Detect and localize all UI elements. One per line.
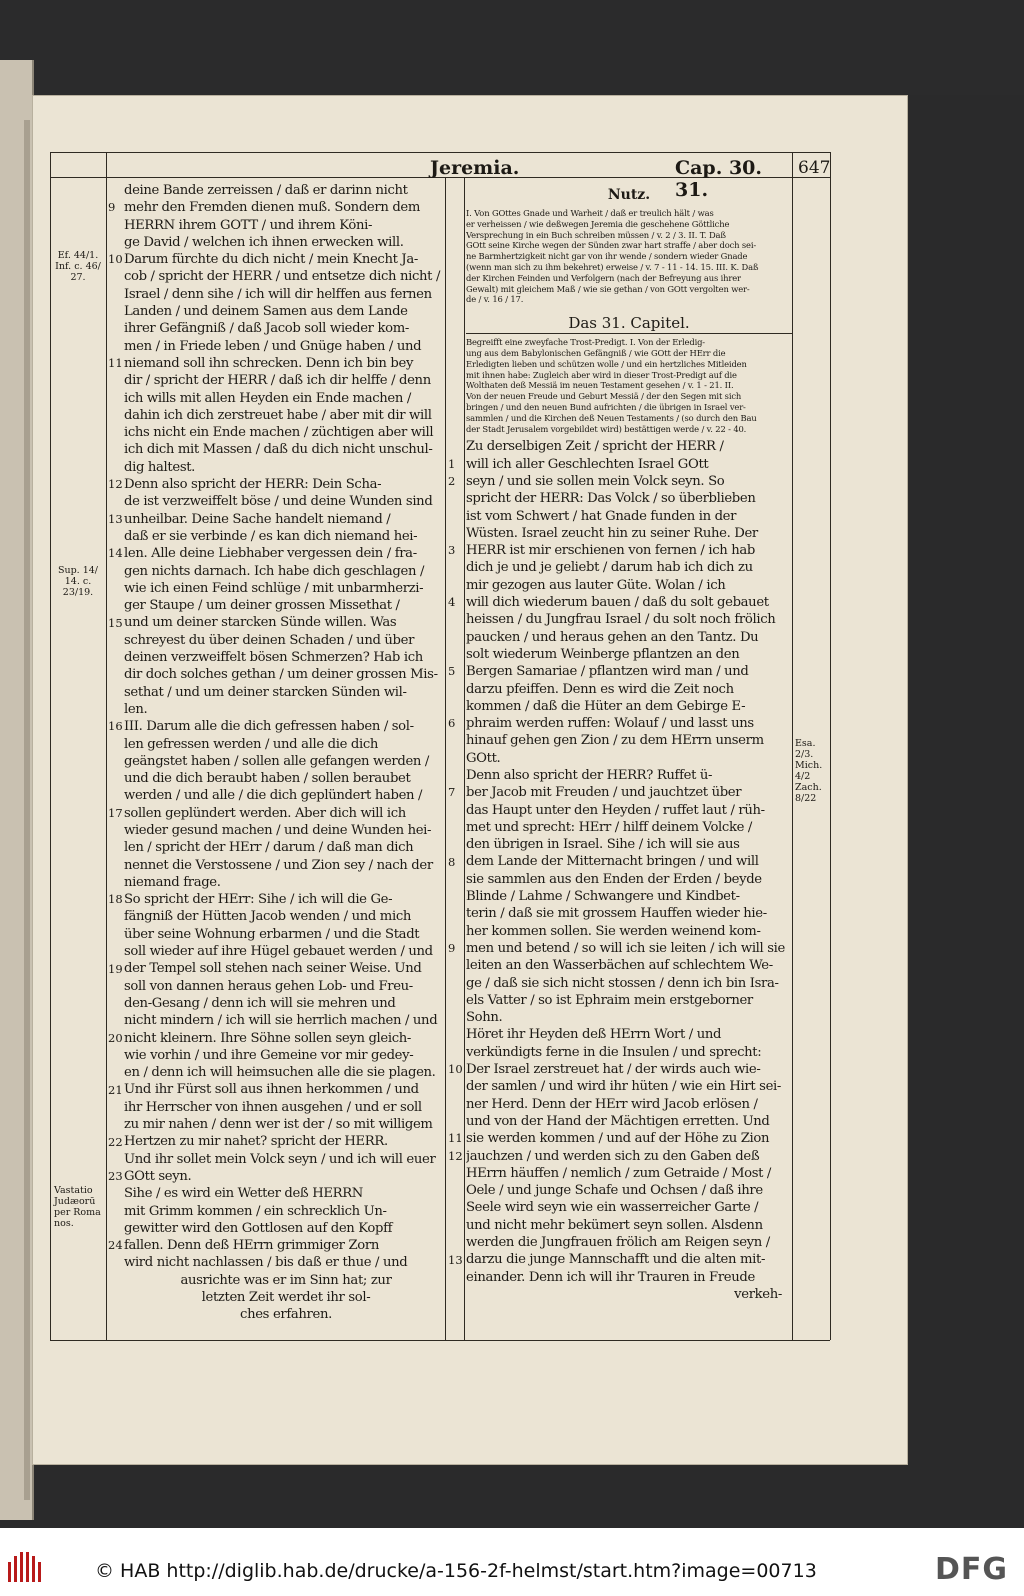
text-line: unheilbar. Deine Sache handelt niemand / xyxy=(124,511,391,527)
background-top xyxy=(0,0,1024,95)
text-line: solt wiederum Weinberge pflantzen an den xyxy=(466,646,740,662)
text-line: wie ich einen Feind schlüge / mit unbarmherzi- xyxy=(124,580,424,596)
verse-number: 19 xyxy=(108,961,123,976)
text-line: leiten an den Wasserbächen auf schlechtem We- xyxy=(466,958,773,974)
text-line: HERR ist mir erschienen von fernen / ich hab xyxy=(466,543,756,559)
margin-note: Vastatio Judæorū per Roma nos. xyxy=(54,1185,101,1229)
text-line: So spricht der HErr: Sihe / ich will die Ge- xyxy=(124,892,393,908)
verse-number: 13 xyxy=(448,1252,463,1267)
text-line: en / denn ich will heimsuchen alle die sie plagen. xyxy=(124,1065,436,1081)
text-line: Blinde / Lahme / Schwangere und Kindbet- xyxy=(466,889,740,905)
text-line: das Haupt unter den Heyden / ruffet laut / rüh- xyxy=(466,802,765,818)
verse-number: 8 xyxy=(448,854,456,869)
text-line: mir gezogen aus lauter Güte. Wolan / ich xyxy=(466,577,726,593)
outer-left-rule xyxy=(50,152,51,1340)
text-line: sie werden kommen / und auf der Höhe zu Zion xyxy=(466,1131,770,1147)
text-line: HErrn häuffen / nemlich / zum Getraide / Most / xyxy=(466,1165,772,1181)
margin-note: Ef. 44/1. Inf. c. 46/ 27. xyxy=(55,250,101,283)
text-line: niemand soll ihn schrecken. Denn ich bin bey xyxy=(124,355,414,371)
text-line: ge / daß sie sich nicht stossen / denn ich bin Isra- xyxy=(466,975,779,991)
text-line: Bergen Samariae / pflantzen wird man / und xyxy=(466,664,749,680)
text-line: gen nichts darnach. Ich habe dich geschlagen / xyxy=(124,563,425,579)
text-line: jauchzen / und werden sich zu den Gaben deß xyxy=(466,1148,760,1164)
text-line: Wüsten. Israel zeucht hin zu seiner Ruhe. Der xyxy=(466,525,758,541)
verse-number: 11 xyxy=(448,1131,463,1146)
text-line: ich dich mit Massen / daß du dich nicht unschul- xyxy=(124,442,433,458)
verse-number: 11 xyxy=(108,356,123,370)
verse-number: 17 xyxy=(108,805,123,820)
verse-number: 23 xyxy=(108,1169,123,1184)
text-line: und nicht mehr bekümert seyn sollen. Alsdenn xyxy=(466,1217,763,1233)
verse-number: 22 xyxy=(108,1134,123,1149)
text-line: Hertzen zu mir nahet? spricht der HERR. xyxy=(124,1134,388,1150)
text-line: und um deiner starcken Sünde willen. Was xyxy=(124,615,397,631)
text-line: den-Gesang / denn ich will sie mehren und xyxy=(124,995,396,1011)
verse-number: 5 xyxy=(448,664,456,679)
text-line: Seele wird seyn wie ein wasserreicher Garte / xyxy=(466,1200,759,1216)
text-line: darzu pfeiffen. Denn es wird die Zeit noch xyxy=(466,681,734,697)
text-line: dahin ich dich zerstreuet habe / aber mit dir will xyxy=(124,407,432,423)
text-line: seyn / und sie sollen mein Volck seyn. So xyxy=(466,473,725,489)
text-line: GOtt seine Kirche wegen der Sünden zwar hart straffe / aber doch sei- xyxy=(466,240,757,251)
text-line: will dich wiederum bauen / daß du solt gebauet xyxy=(466,595,769,611)
text-line: nicht mindern / ich will sie herrlich machen / und xyxy=(124,1013,438,1029)
text-line: ausrichte was er im Sinn hat; zur xyxy=(180,1272,392,1288)
text-line: Zu derselbigen Zeit / spricht der HERR / xyxy=(466,439,724,455)
text-line: Denn also spricht der HERR? Ruffet ü- xyxy=(466,767,713,783)
text-line: mit ihnen habe: Zugleich aber wird in dieser Trost-Predigt auf die xyxy=(466,369,737,380)
text-line: Und ihr Fürst soll aus ihnen herkommen / und xyxy=(124,1082,419,1098)
verse-number: 14 xyxy=(108,546,123,561)
adjacent-page-edge xyxy=(0,60,34,1520)
text-line: werden die Jungfrauen frölich am Reigen seyn / xyxy=(466,1235,770,1250)
text-line: ger Staupe / um deiner grossen Missethat / xyxy=(124,598,400,614)
text-line: Israel / denn sihe / ich will dir helffen aus fernen xyxy=(124,286,432,302)
text-line: sethat / und um deiner starcken Sünden wil- xyxy=(124,684,407,700)
text-line: Darum fürchte du dich nicht / mein Knecht Ja- xyxy=(124,252,418,268)
text-line: über seine Wohnung erbarmen / und die Stadt xyxy=(124,926,420,942)
text-line: len. Alle deine Liebhaber vergessen dein / fra- xyxy=(124,546,417,562)
text-line: der Kirchen Feinden und Verfolgern (nach der Befreyung aus ihrer xyxy=(466,272,741,283)
catchword: verkeh- xyxy=(734,1286,782,1302)
text-line: III. Darum alle die dich gefressen haben / sol- xyxy=(124,719,414,735)
text-line: men und betend / so will ich sie leiten / ich will sie xyxy=(466,940,786,956)
text-line: will ich aller Geschlechten Israel GOtt xyxy=(466,456,709,472)
text-line: els Vatter / so ist Ephraim mein erstgeborner xyxy=(466,992,753,1008)
text-line: phraim werden ruffen: Wolauf / und lasst uns xyxy=(466,716,754,732)
footer-bar xyxy=(0,1528,1024,1596)
text-line: I. Von GOttes Gnade und Warheit / daß er treulich hält / was xyxy=(466,208,714,218)
footer-caption[interactable]: © HAB http://diglib.hab.de/drucke/a-156-2f-helmst/start.htm?image=00713 xyxy=(95,1560,817,1582)
text-line: dir doch solches gethan / um deiner grossen Mis- xyxy=(124,667,438,683)
text-line: ist vom Schwert / hat Gnade funden in der xyxy=(466,508,737,524)
text-line: Denn also spricht der HERR: Dein Scha- xyxy=(124,477,382,493)
text-line: HERRN ihrem GOTT / und ihrem Köni- xyxy=(124,217,373,233)
text-line: schreyest du über deinen Schaden / und über xyxy=(124,632,415,648)
text-line: len. xyxy=(124,701,148,717)
text-line: (wenn man sich zu ihm bekehret) erweise / v. 7 - 11 - 14. 15. III. K. Daß xyxy=(466,261,759,272)
text-line: dig haltest. xyxy=(124,459,196,475)
text-line: men / in Friede leben / und Gnüge haben / und xyxy=(124,338,422,354)
text-line: ich wills mit allen Heyden ein Ende machen / xyxy=(124,390,411,406)
text-line: soll wieder auf ihre Hügel gebauet werden / und xyxy=(124,944,433,960)
text-line: den übrigen in Israel. Sihe / ich will sie aus xyxy=(466,837,740,853)
verse-number: 4 xyxy=(448,595,456,610)
text-line: sie sammlen aus den Enden der Erden / beyde xyxy=(466,871,762,887)
text-line: bringen / und den neuen Bund aufrichten / die übrigen in Israel ver- xyxy=(466,401,746,412)
hab-logo-icon xyxy=(8,1552,50,1582)
text-line: fallen. Denn deß HErrn grimmiger Zorn xyxy=(124,1238,379,1254)
text-line: einander. Denn ich will ihr Trauren in Freude xyxy=(466,1269,755,1285)
text-line: spricht der HERR: Das Volck / so überblieben xyxy=(466,491,756,507)
text-line: kommen / daß die Hüter an dem Gebirge E- xyxy=(466,698,746,714)
text-line: de / v. 16 / 17. xyxy=(466,294,524,305)
text-line: ner Herd. Denn der HErr wird Jacob erlösen / xyxy=(466,1096,758,1112)
text-line: und von der Hand der Mächtigen erretten. Und xyxy=(466,1113,770,1129)
text-line: nennet die Verstossene / und Zion sey / nach der xyxy=(124,857,433,873)
text-line: nicht kleinern. Ihre Söhne sollen seyn gleich- xyxy=(124,1030,412,1046)
text-line: paucken / und heraus gehen an den Tantz. Du xyxy=(466,629,759,645)
chapter-summary xyxy=(466,337,792,434)
verse-number: 12 xyxy=(108,477,123,492)
text-line: der Tempel soll stehen nach seiner Weise. Und xyxy=(124,961,422,977)
text-line: Und ihr sollet mein Volck seyn / und ich will euer xyxy=(124,1151,436,1167)
text-line: met und sprecht: HErr / hilff deinem Volcke / xyxy=(466,819,752,835)
text-line: soll von dannen heraus gehen Lob- und Freu- xyxy=(124,978,413,994)
text-line: Von der neuen Freude und Geburt Messiä / der den Segen mit sich xyxy=(466,391,742,402)
text-line: fängniß der Hütten Jacob wenden / und mich xyxy=(124,909,411,925)
text-line: deine Bande zerreissen / daß er darinn nicht xyxy=(124,183,408,198)
text-line: Gewalt) mit gleichem Maß / wie sie gethan / von GOtt vergolten wer- xyxy=(466,283,750,294)
text-line: letzten Zeit werdet ihr sol- xyxy=(201,1290,371,1305)
text-line: ches erfahren. xyxy=(240,1307,332,1323)
text-line: niemand frage. xyxy=(124,874,221,890)
text-line: verkündigts ferne in die Insulen / und sprecht: xyxy=(466,1044,762,1060)
right-text-column xyxy=(466,182,792,1303)
bottom-rule xyxy=(50,1340,830,1341)
text-line: mit Grimm kommen / ein schrecklich Un- xyxy=(124,1203,387,1219)
chapter-heading: Das 31. Capitel. xyxy=(568,314,690,333)
text-line: Landen / und deinem Samen aus dem Lande xyxy=(124,304,408,320)
text-line: darzu die junge Mannschafft und die alten mit- xyxy=(466,1252,766,1268)
text-line: dir / spricht der HERR / daß ich dir helffe / denn xyxy=(124,373,431,389)
text-line: cob / spricht der HERR / und entsetze dich nicht / xyxy=(124,269,441,285)
nutz-title: Nutz. xyxy=(607,187,651,203)
text-line: Der Israel zerstreuet hat / der wirds auch wie- xyxy=(466,1062,761,1078)
verse-number: 13 xyxy=(108,511,123,526)
text-line: GOtt seyn. xyxy=(124,1168,192,1184)
verse-number: 12 xyxy=(448,1148,463,1163)
text-line: ung aus dem Babylonischen Gefängniß / wie GOtt der HErr die xyxy=(466,347,726,358)
text-line: geängstet haben / sollen alle gefangen werden / xyxy=(124,753,429,769)
text-line: wie vorhin / und ihre Gemeine vor mir gedey- xyxy=(124,1047,414,1063)
verse-number: 3 xyxy=(448,543,456,558)
book-title: Jeremia. xyxy=(430,157,520,179)
text-line: heissen / du Jungfrau Israel / du solt noch frölich xyxy=(466,612,776,628)
text-line: der samlen / und wird ihr hüten / wie ein Hirt sei- xyxy=(466,1079,782,1095)
text-line: daß er sie verbinde / es kan dich niemand hei- xyxy=(124,528,418,544)
verse-number: 1 xyxy=(448,456,456,471)
text-line: ge David / welchen ich ihnen erwecken will. xyxy=(124,234,404,250)
top-rule xyxy=(50,152,830,153)
verse-number: 9 xyxy=(108,200,116,215)
text-line: er verheissen / wie deßwegen Jeremia die geschehene Göttliche xyxy=(466,218,730,229)
dfg-logo: DFG xyxy=(935,1552,1009,1587)
text-line: ne Barmhertzigkeit nicht gar von ihr wende / sondern wieder Gnade xyxy=(466,251,748,262)
left-text-column xyxy=(124,182,448,1324)
right-body-text xyxy=(466,438,792,1286)
verse-number: 24 xyxy=(108,1238,123,1253)
margin-note: Esa. 2/3. Mich. 4/2 Zach. 8/22 xyxy=(795,738,823,804)
text-line: Erledigten lieben und schützen wolle / und ein hertzliches Mitleiden xyxy=(466,358,747,369)
text-line: Sihe / es wird ein Wetter deß HERRN xyxy=(124,1186,363,1202)
text-line: Sohn. xyxy=(466,1010,503,1026)
text-line: Oele / und junge Schafe und Ochsen / daß ihre xyxy=(466,1183,763,1199)
text-line: ihr Herrscher von ihnen ausgehen / und er soll xyxy=(124,1099,422,1115)
text-line: sollen geplündert werden. Aber dich will ich xyxy=(124,805,406,821)
verse-number: 16 xyxy=(108,719,123,734)
text-line: Versprechung in ein Buch schreiben müssen / v. 2 / 3. II. T. Daß xyxy=(466,229,726,240)
verse-number: 20 xyxy=(108,1030,123,1045)
verse-number: 10 xyxy=(108,252,123,267)
chapter-ref: Cap. 30. 31. xyxy=(675,157,763,201)
text-line: dem Lande der Mitternacht bringen / und will xyxy=(466,854,759,870)
verse-number: 9 xyxy=(448,941,456,956)
text-line: der Stadt Jerusalem vorgebildet wird) bestättigen werde / v. 22 - 40. xyxy=(466,423,747,434)
text-line: len / spricht der HErr / darum / daß man dich xyxy=(124,840,414,856)
inner-left-rule xyxy=(106,152,107,1340)
text-line: hinauf gehen gen Zion / zu dem HErrn unserm xyxy=(466,733,764,749)
verse-number: 18 xyxy=(108,892,123,907)
verse-number: 2 xyxy=(448,474,456,488)
text-line: ichs nicht ein Ende machen / züchtigen aber will xyxy=(124,425,434,441)
text-line: Höret ihr Heyden deß HErrn Wort / und xyxy=(466,1027,722,1043)
text-line: und die dich beraubt haben / sollen beraubet xyxy=(124,771,411,787)
text-line: ihrer Gefängniß / daß Jacob soll wieder kom- xyxy=(124,321,409,337)
text-line: werden / und alle / die dich geplündert haben / xyxy=(124,788,423,804)
text-line: Wolthaten deß Messiä im neuen Testament gesehen / v. 1 - 21. II. xyxy=(466,380,734,391)
page-number: 647 xyxy=(798,158,831,178)
text-line: deinen verzweiffelt bösen Schmerzen? Hab ich xyxy=(124,650,423,666)
text-line: sammlen / und die Kirchen deß Neuen Testaments / (so durch den Bau xyxy=(466,412,757,423)
inner-right-rule xyxy=(792,152,793,1340)
text-line: ber Jacob mit Freuden / und jauchtzet über xyxy=(466,785,742,801)
verse-number: 7 xyxy=(448,785,456,800)
text-line: dich je und je geliebt / darum hab ich dich zu xyxy=(466,560,753,576)
margin-note: Sup. 14/ 14. c. 23/19. xyxy=(57,565,99,598)
text-line: terin / daß sie mit grossem Hauffen wieder hie- xyxy=(466,906,767,922)
text-line: mehr den Fremden dienen muß. Sondern dem xyxy=(124,200,421,216)
text-line: her kommen sollen. Sie werden weinend kom- xyxy=(466,923,761,939)
text-line: wieder gesund machen / und deine Wunden hei- xyxy=(124,822,432,838)
text-line: de ist verzweiffelt böse / und deine Wunden sind xyxy=(124,494,433,510)
text-line: GOtt. xyxy=(466,750,501,766)
text-line: len gefressen werden / und alle die dich xyxy=(124,736,379,752)
verse-number: 21 xyxy=(108,1082,123,1097)
verse-number: 10 xyxy=(448,1062,463,1077)
text-line: wird nicht nachlassen / bis daß er thue / und xyxy=(124,1255,408,1271)
text-line: Begreifft eine zweyfache Trost-Predigt. I. Von der Erledig- xyxy=(466,337,705,348)
text-line: zu mir nahen / denn wer ist der / so mit willigem xyxy=(124,1117,433,1133)
nutz-block xyxy=(466,208,792,305)
center-rule-b xyxy=(464,177,465,1340)
verse-number: 15 xyxy=(108,615,123,630)
verse-number: 6 xyxy=(448,716,456,731)
text-line: gewitter wird den Gottlosen auf den Kopff xyxy=(124,1220,393,1236)
